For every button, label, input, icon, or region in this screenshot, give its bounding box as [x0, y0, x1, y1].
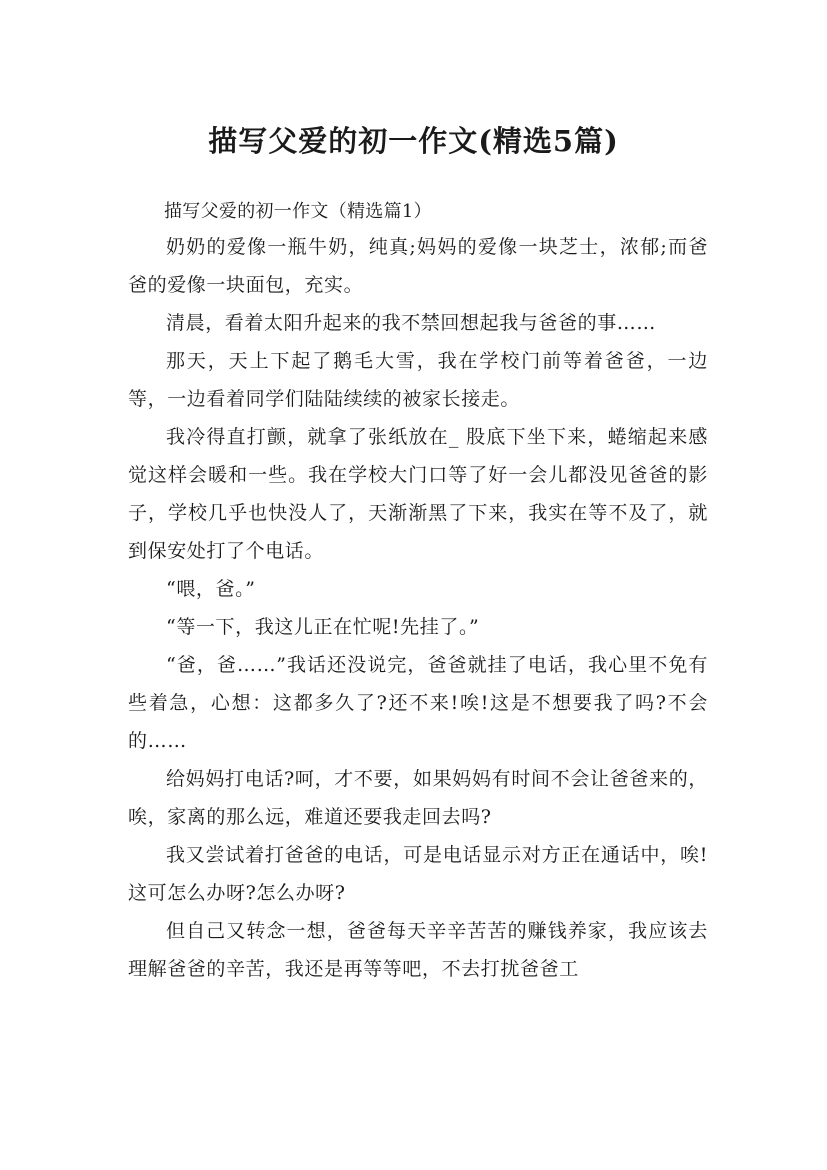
document-title: 描写父爱的初一作文(精选5篇) — [208, 124, 619, 159]
section-heading: 描写父爱的初一作文（精选篇1） — [164, 201, 432, 222]
paragraph: 清晨，看着太阳升起来的我不禁回想起我与爸爸的事…… — [166, 312, 657, 334]
paragraph: 但自己又转念一想，爸爸每天辛辛苦苦的赚钱养家，我应该去理解爸爸的辛苦，我还是再等等吧，不去打扰爸爸工 — [128, 920, 708, 980]
paragraph: 我冷得直打颤，就拿了张纸放在_ 股底下坐下来，蜷缩起来感觉这样会暖和一些。我在学校大门口等了好一会儿都没见爸爸的影子，学校几乎也快没人了，天渐渐黑了下来，我实在等不及了，就到保安处打了个电话。 — [128, 426, 708, 562]
paragraph: 那天，天上下起了鹅毛大雪，我在学校门前等着爸爸，一边等，一边看着同学们陆陆续续的被家长接走。 — [128, 350, 708, 410]
paragraph: 给妈妈打电话?呵，才不要，如果妈妈有时间不会让爸爸来的，唉，家离的那么远，难道还要我走回去吗? — [128, 768, 708, 828]
paragraph: “爸，爸……”我话还没说完，爸爸就挂了电话，我心里不免有些着急，心想：这都多久了?还不来!唉!这是不想要我了吗?不会的…… — [128, 654, 708, 752]
paragraph: “喂，爸。” — [166, 578, 256, 600]
paragraph: “等一下，我这儿正在忙呢!先挂了。” — [166, 616, 480, 638]
paragraph: 奶奶的爱像一瓶牛奶，纯真;妈妈的爱像一块芝士，浓郁;而爸爸的爱像一块面包，充实。 — [128, 236, 708, 296]
document-body — [128, 196, 708, 988]
paragraph: 我又尝试着打爸爸的电话，可是电话显示对方正在通话中，唉!这可怎么办呀?怎么办呀? — [128, 844, 708, 904]
